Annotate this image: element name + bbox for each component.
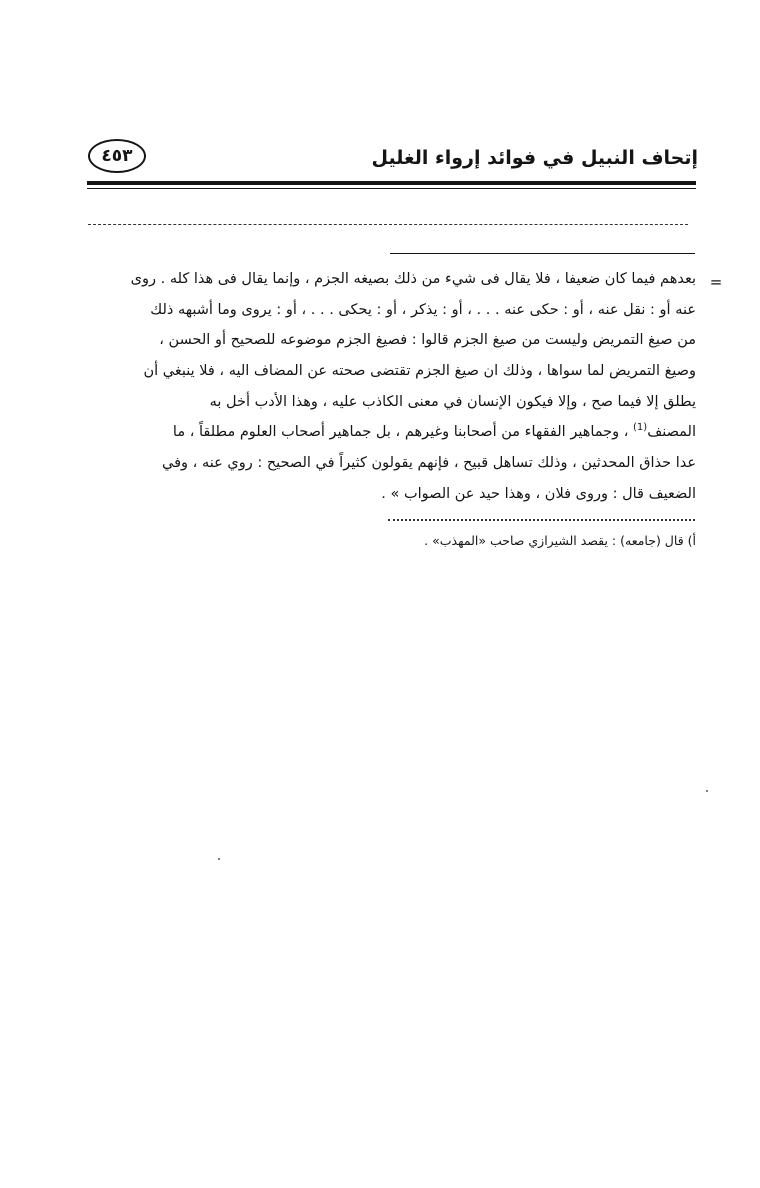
book-title: إتحاف النبيل في فوائد إرواء الغليل [371,147,698,169]
dashed-separator [88,224,688,225]
text-line: من صيغ التمريض وليست من صيغ الجزم قالوا : فصيغ الجزم موضوعه للصحيح أو الحسن ، [159,332,696,349]
header-rule-thin [87,188,696,189]
text-line: عدا حذاق المحدثين ، وذلك تساهل قبيح ، فإنهم يقولون كثيراً في الصحيح : روي عنه ، وفي [162,455,696,472]
page-number-badge: ٤٥٣ [88,139,146,173]
dotted-separator [388,519,695,521]
scan-speck [218,858,220,860]
text-line-rest: ، وجماهير الفقهاء من أصحابنا وغيرهم ، بل جماهير أصحاب العلوم مطلقاً ، ما [172,424,629,441]
header-rule-thick [87,181,696,185]
footnote-top-rule [390,253,695,254]
text-line: وصيغ التمريض لما سواها ، وذلك ان صيغ الجزم تقتضى صحته عن المضاف اليه ، فلا ينبغي أن [143,363,696,380]
text-line: يطلق إلا فيما صح ، وإلا فيكون الإنسان في معنى الكاذب عليه ، وهذا الأدب أخل به [209,393,696,410]
text-line: الضعيف قال : وروى فلان ، وهذا حيد عن الصواب » . [381,485,696,502]
scan-speck [706,790,708,792]
text-line: بعدهم فيما كان ضعيفا ، فلا يقال فى شيء من ذلك بصيغه الجزم ، وإنما يقال فى هذا كله . روى [130,271,696,287]
text-line-lead: المصنف [647,424,696,441]
footnote-text: أ) قال (جامعه) : يقصد الشيرازي صاحب «المهذب» . [424,533,696,548]
footnote-ref-marker[interactable]: (1) [633,422,648,434]
text-line-with-ref [84,417,696,448]
text-line: عنه أو : نقل عنه ، أو : حكى عنه . . . ، أو : يذكر ، أو : يحكى . . . ، أو : يروى وما أشبهه ذلك [150,301,696,318]
footnote-continuation-text [84,264,696,510]
continuation-mark: = [709,273,723,291]
